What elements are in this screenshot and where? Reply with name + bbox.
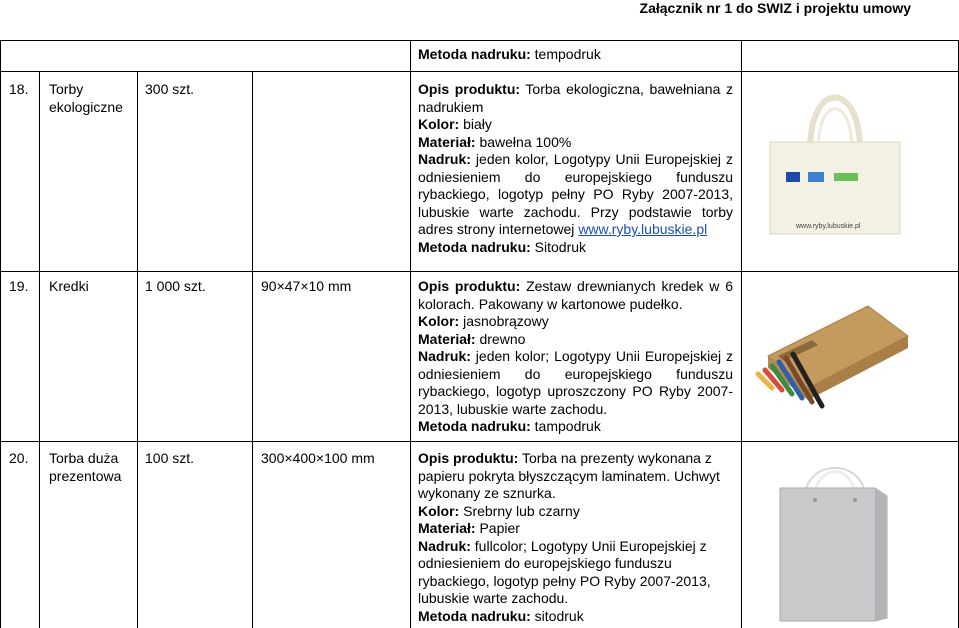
kolor-value: Srebrny lub czarny [459,502,580,519]
material-label: Materiał: [418,330,476,347]
metoda-value: Sitodruk [530,238,587,255]
product-name: Torby ekologiczne [49,81,123,115]
opis-label: Opis produktu: [418,81,521,97]
kolor-label: Kolor: [418,116,460,132]
dimensions: 300×400×100 mm [261,450,375,466]
metoda-value: tampodruk [530,418,601,434]
material-value: drewno [475,330,526,347]
metoda-label: Metoda nadruku: [418,607,531,624]
nadruk-value: fullcolor; Logotypy Unii Europejskiej z odniesieniem do europejskiego funduszu rybackiego, logotyp pełny PO Ryby 2007-2013, lubuskie warte zachodu. [418,537,711,606]
metoda-label: Metoda nadruku: [418,418,531,434]
metoda-label: Metoda nadruku: [418,238,531,255]
crayon-box-image [748,296,918,416]
website-link[interactable]: www.ryby.lubuskie.pl [578,221,708,237]
row-number: 19. [9,278,29,294]
nadruk-value: jeden kolor, Logotypy Unii Europejskiej z odniesieniem do europejskiego funduszu rybackiego, logotyp pełny PO Ryby 2007-2013, lubuskie warte zachodu. Przy podstawie torby adres strony internetowej [418,151,733,237]
gift-bag-image [775,458,895,623]
material-label: Materiał: [418,520,476,536]
kolor-value: biały [459,116,492,132]
metoda-value: sitodruk [530,607,584,624]
opis-value: Torba na prezenty wykonana z papieru pokryta błyszczącym laminatem. Uchwyt wykonany ze sznurka. [418,450,720,501]
quantity: 1 000 szt. [145,278,206,294]
opis-label: Opis produktu: [418,278,521,294]
kolor-value: jasnobrązowy [459,313,549,329]
product-description [418,81,733,256]
product-name: Torba duża prezentowa [49,450,122,484]
material-value: bawełna 100% [475,133,572,150]
page-header-title: Załącznik nr 1 do SWIZ i projektu umowy [639,0,911,16]
bag-print-text: www.ryby.lubuskie.pl [796,223,861,230]
method-label: Metoda nadruku: [418,46,531,62]
top-row-method [418,46,733,64]
kolor-label: Kolor: [418,502,460,519]
material-value: Papier [475,520,520,536]
opis-label: Opis produktu: [418,450,519,466]
nadruk-label: Nadruk: [418,151,471,167]
nadruk-value: jeden kolor; Logotypy Unii Europejskiej z odniesieniem do europejskiego funduszu rybackiego, logotyp uproszczony PO Ryby 2007-2013, lubuskie warte zachodu. [418,348,733,417]
opis-value: Zestaw drewnianych kredek w 6 kolorach. Pakowany w kartonowe pudełko. [418,278,734,312]
row-number: 18. [9,81,29,97]
quantity: 300 szt. [145,81,195,97]
dimensions: 90×47×10 mm [261,278,352,294]
quantity: 100 szt. [145,450,195,466]
product-name: Kredki [49,278,89,294]
tote-bag-image [760,80,910,240]
nadruk-label: Nadruk: [418,537,471,554]
method-value: tempodruk [530,46,601,62]
product-description [418,450,733,625]
opis-value: Torba ekologiczna, bawełniana z nadrukiem [418,81,733,115]
row-number: 20. [9,450,29,466]
kolor-label: Kolor: [418,313,460,329]
nadruk-label: Nadruk: [418,348,471,364]
material-label: Materiał: [418,133,476,150]
product-description [418,278,733,436]
